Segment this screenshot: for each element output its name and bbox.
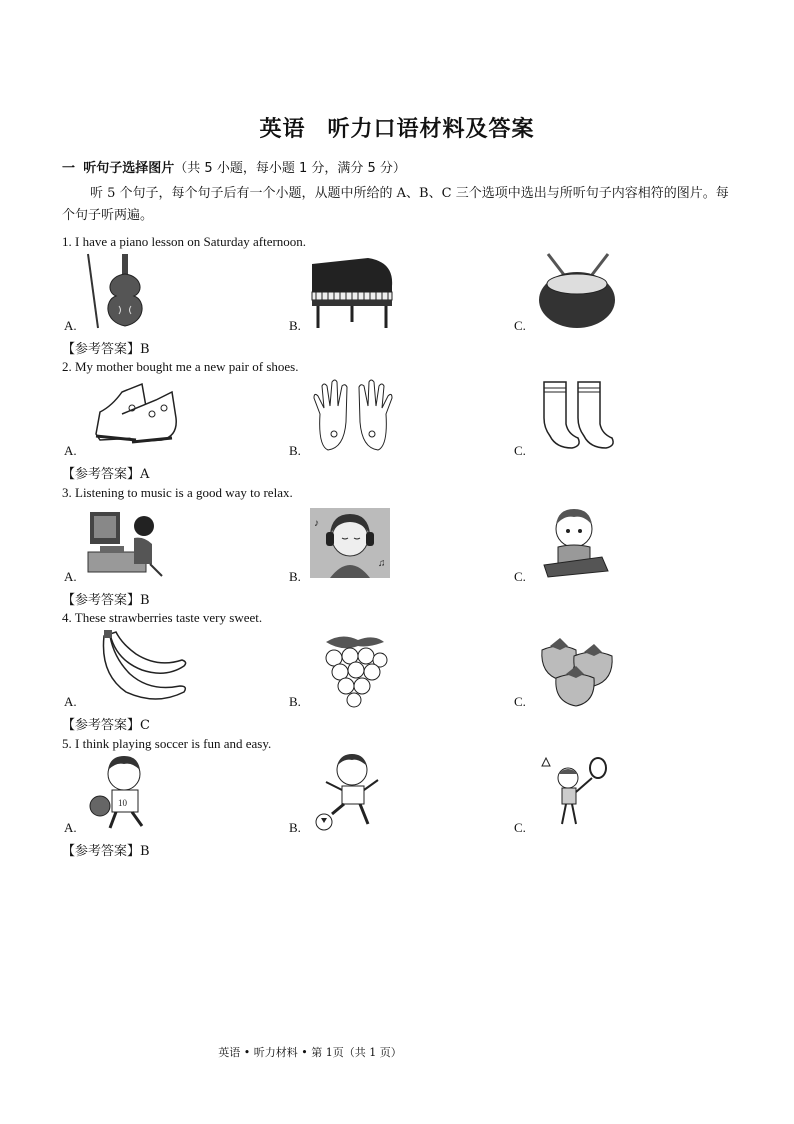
- question-1: 1. I have a piano lesson on Saturday afternoon.: [62, 234, 307, 249]
- answer-label: 【参考答案】: [62, 467, 141, 482]
- svg-text:♫: ♫: [378, 558, 386, 569]
- question-4: 4. These strawberries taste very sweet.: [62, 610, 263, 625]
- section-number: 一: [62, 161, 76, 176]
- svg-text:10: 10: [118, 798, 127, 808]
- answer-5: [62, 840, 150, 859]
- option-a: A.: [64, 820, 77, 835]
- violin-icon: [78, 252, 153, 330]
- option-c: C.: [514, 318, 526, 333]
- question-5: 5. I think playing soccer is fun and easy.: [62, 736, 272, 751]
- gloves-icon: [310, 378, 396, 454]
- basketball-boy-icon: [86, 754, 162, 832]
- option-c: C.: [514, 820, 526, 835]
- headphones-girl-icon: [310, 508, 390, 578]
- badminton-boy-icon: [540, 754, 610, 830]
- option-b: B.: [289, 820, 301, 835]
- soccer-boy-icon: [312, 752, 386, 832]
- option-a: A.: [64, 443, 77, 458]
- grapes-icon: [318, 632, 392, 708]
- sneakers-icon: [92, 378, 180, 450]
- answer-3: [62, 589, 150, 608]
- section-heading: [62, 157, 406, 176]
- option-b: B.: [289, 443, 301, 458]
- question-2: 2. My mother bought me a new pair of shoes.: [62, 359, 299, 374]
- drum-icon: [534, 250, 620, 330]
- answer-value: B: [140, 593, 150, 608]
- computer-child-icon: [86, 508, 168, 578]
- answer-value: B: [140, 844, 150, 859]
- page-footer: 英语 • 听力材料 • 第 1页（共 1 页）: [218, 1046, 402, 1059]
- option-b: B.: [289, 318, 301, 333]
- answer-1: [62, 338, 150, 357]
- section-note: （共 5 小题，每小题 1 分，满分 5 分）: [174, 161, 406, 176]
- answer-label: 【参考答案】: [62, 342, 141, 357]
- option-a: A.: [64, 694, 77, 709]
- answer-4: [62, 714, 150, 733]
- section-title: 听句子选择图片: [83, 161, 175, 176]
- instructions: 听 5 个句子，每个句子后有一个小题，从题中所给的 A、B、C 三个选项中选出与所听句子内容相符的图片。每个句子听两遍。: [62, 186, 729, 223]
- answer-value: C: [140, 718, 150, 733]
- option-b: B.: [289, 569, 301, 584]
- option-c: C.: [514, 569, 526, 584]
- question-3: 3. Listening to music is a good way to relax.: [62, 485, 293, 500]
- answer-value: A: [140, 467, 150, 482]
- svg-text:♪: ♪: [314, 518, 319, 529]
- bananas-icon: [96, 630, 192, 706]
- option-b: B.: [289, 694, 301, 709]
- option-c: C.: [514, 443, 526, 458]
- title-subject: 英语: [259, 116, 306, 142]
- answer-2: [62, 463, 149, 482]
- answer-value: B: [140, 342, 150, 357]
- option-c: C.: [514, 694, 526, 709]
- page-title: [0, 112, 794, 143]
- answer-label: 【参考答案】: [62, 718, 141, 733]
- socks-icon: [538, 378, 622, 454]
- answer-label: 【参考答案】: [62, 593, 141, 608]
- option-a: A.: [64, 318, 77, 333]
- option-a: A.: [64, 569, 77, 584]
- boy-writing-icon: [540, 505, 612, 579]
- answer-label: 【参考答案】: [62, 844, 141, 859]
- piano-icon: [306, 252, 398, 330]
- title-main: 听力口语材料及答案: [327, 116, 535, 142]
- strawberries-icon: [536, 630, 620, 708]
